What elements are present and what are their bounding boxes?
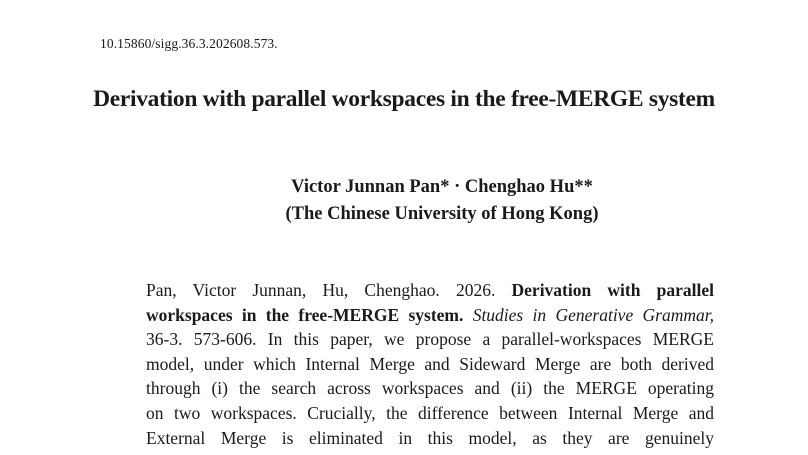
author-names: Victor Junnan Pan* · Chenghao Hu** [291, 177, 593, 197]
abstract-line [146, 303, 714, 328]
abstract [146, 278, 714, 450]
author-affiliation: (The Chinese University of Hong Kong) [285, 204, 599, 224]
article-title-end: workspaces in the free-MERGE system. [146, 304, 464, 325]
paper-title: Derivation with parallel workspaces in the free-MERGE system [93, 86, 715, 112]
abstract-line: through (i) the search across workspaces and (ii) the MERGE operating [146, 378, 714, 399]
article-title-start: Derivation with parallel [511, 280, 714, 300]
author-block [150, 174, 734, 228]
abstract-line: on two workspaces. Crucially, the difference between Internal Merge and [146, 402, 714, 423]
abstract-line: 36-3. 573-606. In this paper, we propose a parallel-workspaces MERGE [146, 329, 714, 350]
journal-name: Studies in Generative Grammar, [472, 304, 714, 325]
abstract-line: External Merge is eliminated in this model, as they are genuinely [146, 427, 714, 448]
abstract-line [146, 278, 714, 303]
abstract-line: model, under which Internal Merge and Sideward Merge are both derived [146, 353, 714, 374]
citation: Pan, Victor Junnan, Hu, Chenghao. 2026. [146, 280, 496, 300]
doi: 10.15860/sigg.36.3.202608.573. [100, 36, 278, 51]
